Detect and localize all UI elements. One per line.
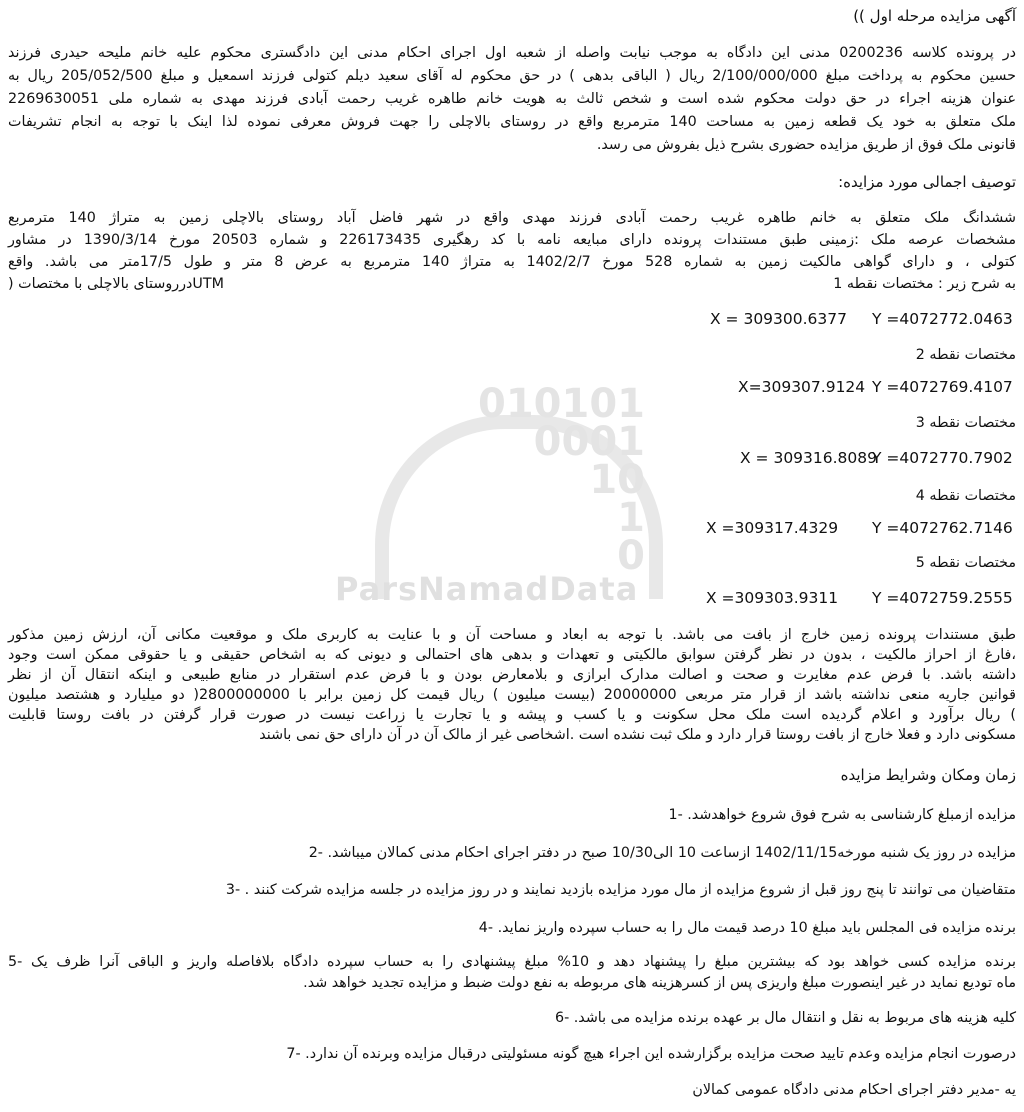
condition-item-7: درصورت انجام مزایده وعدم تایید صحت مزایده برگزارشده این اجراء هیچ گونه مسئولیتی درقبال مزایده وبرنده آن ندارد. -7 xyxy=(286,1046,1016,1062)
description-line: ششدانگ ملک متعلق به خانم طاهره غریب رحمت آبادی فرزند مهدی واقع در شهر فاضل آباد روستای بالاچلی زمین به متراژ 140 مترمربع xyxy=(8,210,1016,226)
valuation-line: داشته باشد. با فرض عدم مغایرت و صحت و اصالت مدارک ابرازی و بلامعارض بودن و با فرض عدم استقرار در منابع طبیعی و اینکه انتقال آن از نظر xyxy=(8,667,1016,683)
coordinate-point-2 xyxy=(0,378,1024,400)
condition-item-1: مزایده ازمبلغ کارشناسی به شرح فوق شروع خواهدشد. -1 xyxy=(668,807,1016,823)
condition-item-6: کلیه هزینه های مربوط به نقل و انتقال مال بر عهده برنده مزایده می باشد. -6 xyxy=(554,1010,1016,1026)
x-coordinate: X=309307.9124 xyxy=(738,378,866,396)
coordinate-point-1 xyxy=(0,310,1024,332)
signature-line: یه -مدیر دفتر اجرای احکام مدنی دادگاه عمومی کمالان xyxy=(692,1082,1016,1098)
condition-item-5: برنده مزایده کسی خواهد بود که بیشترین مبلغ را پیشنهاد دهد و 10% مبلغ پیشنهادی را به حساب سپرده دادگاه بلافاصله واریز و الباقی آنرا ظرف یک -5 xyxy=(8,954,1016,970)
conditions-heading: زمان ومکان وشرایط مزایده xyxy=(840,766,1016,784)
valuation-line: مسکونی دارد و فعلا خارج از بافت روستا قرار دارد و ملک ثبت نشده است .اشخاصی غیر از مالک آن در آن دارای حق نمی باشند xyxy=(259,727,1016,743)
point-label: مختصات نقطه 3 xyxy=(915,415,1016,431)
intro-line: حسین محکوم به پرداخت مبلغ 2/100/000/000 ریال ( الباقی بدهی ) در حق محکوم له آقای سعید دیلم کتولی فرزند اسمعیل و مبلغ 205/052/500 ریال به xyxy=(8,68,1016,84)
coordinate-point-5 xyxy=(0,589,1024,611)
description-heading: توصیف اجمالی مورد مزایده: xyxy=(838,173,1016,191)
point-label: مختصات نقطه 2 xyxy=(915,347,1016,363)
notice-title: آگهی مزایده مرحله اول )) xyxy=(853,7,1016,25)
y-coordinate: Y =4072770.7902 xyxy=(872,449,1013,467)
coordinate-point-4 xyxy=(0,519,1024,541)
valuation-line: طبق مستندات پرونده زمین خارج از بافت می باشد. با توجه به ابعاد و مساحت آن و با عنایت به کاربری ملک و موقعیت مکانی آن، ارزش زمین مذکور xyxy=(8,627,1016,643)
watermark-digits: 010101 0001 10 1 0 xyxy=(478,381,645,579)
point-label: مختصات نقطه 5 xyxy=(915,555,1016,571)
valuation-line: قوانین جاریه منعی نداشته باشد از قرار متر مربعی 20000000 (بیست میلیون ) ریال قیمت کل زمین برابر با 2800000000( دو میلیارد و هشتصد میلیون xyxy=(8,687,1016,703)
y-coordinate: Y =4072772.0463 xyxy=(872,310,1013,328)
coordinate-point-3 xyxy=(0,449,1024,471)
point-label: مختصات نقطه 4 xyxy=(915,488,1016,504)
x-coordinate: X =309317.4329 xyxy=(706,519,839,537)
description-line: به شرح زیر : مختصات نقطه 1 xyxy=(833,276,1016,292)
condition-item-3: متقاضیان می توانند تا پنج روز قبل از شروع مزایده از مال مورد مزایده بازدید نمایند و در روز مزایده در جلسه مزایده شرکت کنند . -3 xyxy=(225,882,1016,898)
intro-line: در پرونده کلاسه 0200236 مدنی این دادگاه به موجب نیابت واصله از شعبه اول اجرای احکام مدنی این دادگستری محکوم علیه خانم ملیحه حیدری فرزند xyxy=(8,45,1016,61)
description-line: مشخصات عرصه ملک :زمینی طبق مستندات پرونده دارای مبایعه نامه با کد رهگیری 226173435 و شماره 20503 مورخ 1390/3/14 در مشاور xyxy=(8,232,1016,248)
intro-line: قانونی ملک فوق از طریق مزایده حضوری بشرح ذیل بفروش می رسد. xyxy=(596,137,1016,153)
intro-line: عنوان هزینه اجراء در حق دولت محکوم شده است و شخص ثالث به هویت خانم طاهره غریب رحمت آبادی فرزند مهدی به شماره ملی 2269630051 xyxy=(8,91,1016,107)
description-line: کتولی ، و دارای گواهی مالکیت زمین به شماره 528 مورخ 1402/2/7 به متراژ 140 مترمربع به عرض 8 متر و طول 17/5متر می باشد. واقع xyxy=(8,254,1016,270)
watermark-brand: ParsNamadData xyxy=(335,570,639,608)
valuation-line: ،فارغ از احراز مالکیت ، بدون در نظر گرفتن سوابق مالکیتی و تعهدات و بدهی های احتمالی و دیونی که به اشخاص حقیقی و یا حقوقی ممکن است وجود xyxy=(8,647,1016,663)
x-coordinate: X =309303.9311 xyxy=(706,589,839,607)
y-coordinate: Y =4072769.4107 xyxy=(872,378,1013,396)
condition-item-4: برنده مزایده فی المجلس باید مبلغ 10 درصد قیمت مال را به حساب سپرده واریز نماید. -4 xyxy=(478,920,1016,936)
y-coordinate: Y =4072759.2555 xyxy=(872,589,1013,607)
y-coordinate: Y =4072762.7146 xyxy=(872,519,1013,537)
utm-note: UTMدرروستای بالاچلی با مختصات ( xyxy=(8,276,224,292)
condition-item-5-cont: ماه تودیع نماید در غیر اینصورت مبلغ واریزی پس از کسرهزینه های مربوطه به نفع دولت ضبط و مزایده تجدید خواهد شد. xyxy=(303,975,1016,991)
x-coordinate: X = 309300.6377 xyxy=(710,310,848,328)
intro-line: ملک متعلق به خود یک قطعه زمین به مساحت 140 مترمربع واقع در روستای بالاچلی را جهت فروش معرفی نموده لذا اینک با توجه به انجام تشریفات xyxy=(8,114,1016,130)
valuation-line: ) ریال برآورد و اعلام گردیده است ملک محل سکونت و یا کسب و پیشه و یا تجارت یا زراعت نیست در صورت قرار گرفتن در بافت روستا قابلیت xyxy=(8,707,1016,723)
condition-item-2: مزایده در روز یک شنبه مورخه1402/11/15 ازساعت 10 الی10/30 صبح در دفتر اجرای احکام مدنی کمالان میباشد. -2 xyxy=(308,845,1016,861)
x-coordinate: X = 309316.8089 xyxy=(740,449,878,467)
